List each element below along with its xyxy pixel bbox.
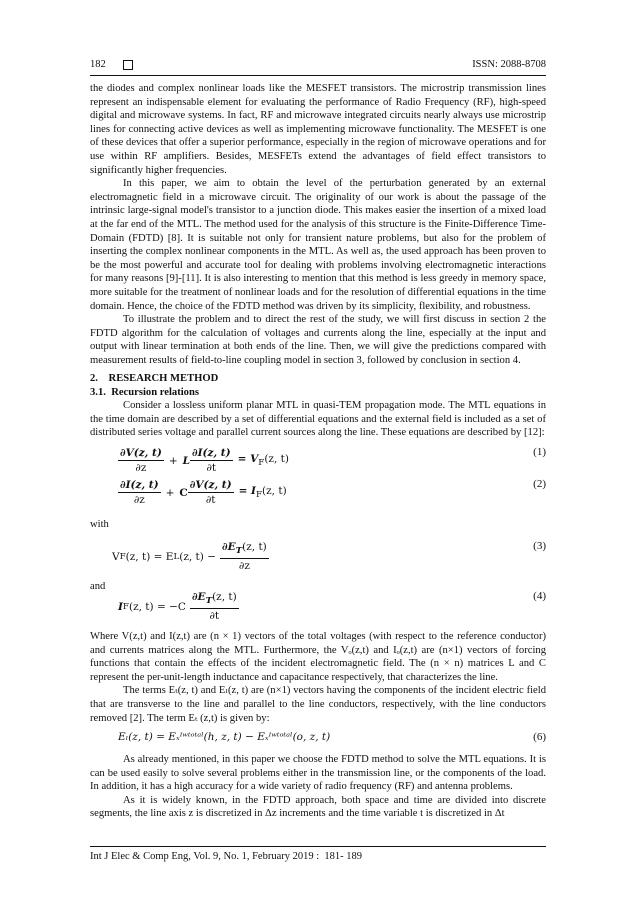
page-number: 182 (90, 59, 106, 70)
eq2-rhs-tail: (z, t) (262, 484, 287, 497)
intro-paragraphs (90, 82, 546, 367)
paragraph-7: As already mentioned, in this paper we choose the FDTD method to solve the MTL equations. It is can be used easily to solve several problems either in the transmission line, or the components of the load. In addition, it has a high accuracy for a wide variety of radio frequency (RF) and antenna problems. (90, 754, 546, 793)
eq3-mid2: (z, t) − (179, 550, 217, 563)
eq2-denominator-2: ∂t (205, 494, 216, 506)
section-heading-block (90, 372, 546, 440)
paragraph-8: As it is widely known, in the FDTD approach, both space and time are divided into discrete segments, the line axis z is discretized in Δz increments and the time variable t is discretized in Δt (90, 794, 546, 820)
eq3-numerator: ∂E (222, 541, 236, 553)
page-header (90, 59, 546, 73)
eq2-numerator-2: ∂V(z, t) (189, 479, 232, 491)
subsection-title: 3.1. Recursion relations (90, 386, 199, 398)
eq2-numerator-1: ∂I(z, t) (120, 479, 159, 491)
eq3-number: (3) (533, 540, 546, 552)
eq2-rhs-sub: F (255, 490, 263, 501)
eq3-mid: (z, t) = E (125, 550, 174, 563)
eq3-denominator: ∂z (238, 560, 250, 573)
page-footer: Int J Elec & Comp Eng, Vol. 9, No. 1, February 2019 : 181- 189 (90, 851, 363, 862)
paragraph-2: In this paper, we aim to obtain the level of the perturbation generated by an external electromagnetic field in a microwave circuit. The originality of our work is about the passage of the intrinsic large-signal model's transistor to a junction diode. This makes easier the insertion of a mixed load at the far end of the MTL. The method used for the analysis of this structure is the Finite-Difference Time-Domain (FDTD) [8]. It is suitable not only for transient nature problems, but also for the problem of inserting the complex nonlinear components in the MTL. As well as, the used approach has been proven to be the most powerful and accurate tool for dealing with problems involving electromagnetic interactions for many reasons [9]-[11]. It is also interesting to mention that this method is less greedy in memory space, more suitable for the treatment of nonlinear loads and for the resolution of differential equations in the time domain. Hence, the choice of the FDTD method was driven by its simplicity, flexibility, and robustness. (90, 178, 546, 312)
eq4-numerator-sub: T (205, 596, 213, 607)
footer-rule (90, 846, 546, 847)
paragraph-5: Where V(z,t) and I(z,t) are (n × 1) vectors of the total voltages (with respect to the reference conductor) and currents matrices along the MTL. Furthermore, the Vₒ(z,t) and Iₒ(z,t) are (n×1) vectors of forcing functions that contain the effects of the incident electromagnetic field. The (n × n) matrices L and C represent the per-unit-length inductance and capacitance respectively, that characterizes the line. (90, 631, 546, 683)
eq6-expression: Eₗ(z, t) = Eₓᴵʷᵗᵒᵗᵃˡ(h, z, t) − Eₓᴵʷᵗᵒᵗᵃˡ(o, z, t) (118, 731, 331, 743)
eq2-number: (2) (533, 478, 546, 490)
eq1-rhs-sub: F (258, 458, 265, 469)
eq4-denominator: ∂t (209, 610, 220, 623)
equation-2 (90, 478, 546, 518)
eq1-number: (1) (533, 446, 546, 458)
equation-3 (90, 540, 546, 580)
paragraph-3: To illustrate the problem and to direct the rest of the study, we will first discuss in section 2 the FDTD algorithm for the calculation of voltages and currents along the line, especially at the input and output with linear termination at both ends of the line. Then, we will give the predictions compared with measurement results of field-to-line coupling model in section 3, followed by conclusion in section 4. (90, 314, 546, 366)
eq1-plus: + (168, 454, 178, 467)
eq4-lhs-sub: F (122, 601, 129, 612)
eq3-mid-sub: L (173, 551, 180, 562)
eq1-numerator-2: ∂I(z, t) (192, 447, 231, 459)
header-rule (90, 75, 546, 76)
eq2-rhs: = I (238, 484, 256, 497)
eq3-lhs-sub: F (119, 551, 126, 562)
eq2-plus: + (165, 486, 175, 499)
with-label: with (90, 519, 109, 530)
eq6-number: (6) (533, 731, 546, 743)
eq1-denominator-2: ∂t (206, 462, 217, 474)
paragraph-1: the diodes and complex nonlinear loads like the MESFET transistors. The microstrip transmission lines represent an indispensable element for evaluating the performance of Radio Frequency (RF), high-speed digital and microwave systems. In fact, RF and microwave integrated circuits nearly always use microstrip lines for connecting active devices as well as implementing microwave functionality. The MESFET is one of these devices that offer a superior performance, especially in the region of microwave operations and for use within RF amplifiers. Besides, MESFETs extend the advantages of field effect transistors to significantly higher frequencies. (90, 83, 546, 176)
eq1-rhs: = V (237, 452, 259, 465)
and-label: and (90, 581, 106, 592)
header-box-icon (123, 60, 133, 70)
eq4-numerator-tail: (z, t) (212, 591, 237, 603)
equation-4 (90, 590, 546, 630)
eq1-coef: L (182, 454, 191, 467)
eq4-numerator: ∂E (191, 591, 206, 603)
eq4-lhs: I (118, 600, 123, 613)
eq1-rhs-tail: (z, t) (264, 452, 289, 465)
eq1-numerator-1: ∂V(z, t) (120, 447, 162, 459)
issn: ISSN: 2088-8708 (472, 59, 546, 70)
eq2-coef: C (179, 486, 188, 499)
eq2-denominator-1: ∂z (133, 494, 145, 506)
eq3-numerator-sub: T (235, 546, 243, 557)
eq4-number: (4) (533, 590, 546, 602)
definitions-block (90, 630, 546, 725)
eq3-lhs: V (112, 550, 120, 563)
eq3-numerator-tail: (z, t) (242, 541, 267, 553)
paragraph-6: The terms Eₜ(z, t) and Eₗ(z, t) are (n×1) vectors having the components of the incident electric field that are transverse to the line and parallel to the line conductors, respectively, with the line conductors removed [2]. The term Eₜ (z,t) is given by: (90, 685, 546, 724)
section-title: 2. RESEARCH METHOD (90, 373, 219, 384)
eq4-mid: (z, t) = −C (129, 600, 186, 613)
closing-block (90, 753, 546, 821)
eq1-denominator-1: ∂z (135, 462, 147, 474)
paragraph-4: Consider a lossless uniform planar MTL in quasi-TEM propagation mode. The MTL equations in the time domain are described by a set of differential equations and the external field is included as a set of distributed series voltage and parallel current sources along the line. These equations are described by [12]: (90, 400, 546, 439)
equation-6 (90, 731, 546, 747)
